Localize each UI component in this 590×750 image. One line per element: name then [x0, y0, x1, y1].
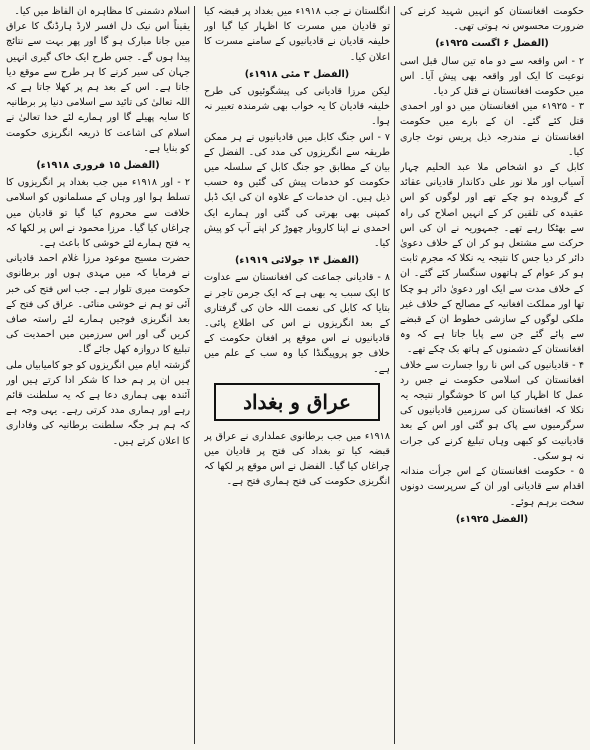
paragraph: ۸ - قادیانی جماعت کی افغانستان سے عداوت کا ایک سبب یہ بھی ہے کہ ایک جرمن تاجر نے بتایا کہ کابل کی نعمت اللہ خان کی گرفتاری کے بعد انگریزوں نے اس کی اطلاع پائی۔ قادیانیوں نے اس موقع پر افغان حکومت کے خلاف جو پروپیگنڈا کیا وہ سب کے علم میں ہے۔	[204, 272, 390, 375]
paragraph: کابل کے دو اشخاص ملا عبد الحلیم چہار آسیاب اور ملا نور علی دکاندار قادیانی عقائد کے گرویدہ ہو چکے تھے اور لوگوں کو اس عقیدہ کی تلقین کر کے انہیں اصلاح کی راہ سے بھٹکا رہے تھے۔ جمہوریہ نے ان کی اس حرکت سے مشتعل ہو کر ان کے خلاف دعویٰ دائر کر دیا جس کا نتیجہ یہ نکلا کہ مجرم ثابت ہو کر عوام کے ہاتھوں سنگسار کئے گئے۔ ان کے خلاف مدت سے ایک اور دعویٰ دائر ہو چکا تھا اور مملکت افغانیہ کے مصالح کے خلاف غیر ملکی لوگوں کے سازشی خطوط ان کے قبضے سے پائے گئے جن سے پایا جاتا ہے کہ وہ افغانستان کے دشمنوں کے ہاتھ بک چکے تھے۔	[400, 162, 584, 356]
paragraph: ۳ - ۱۹۲۵ء میں افغانستان میں دو اور احمدی قتل کئے گئے۔ ان کے بارے میں حکومت افغانستان نے مندرجہ ذیل پریس نوٹ جاری کیا۔	[400, 101, 584, 158]
paragraph: گزشتہ ایام میں انگریزوں کو جو کامیابیاں ملی ہیں ان پر ہم خدا کا شکر ادا کرتے ہیں اور آئندہ بھی ہماری دعا ہے کہ یہ سلطنت قائم رہے اور ہماری مدد کرتی رہے۔ یہی وجہ ہے کہ ہم ہر جگہ سلطنت برطانیہ کی وفاداری کا اعلان کرتے ہیں۔	[6, 359, 190, 447]
paragraph: یقیناً اس نیک دل افسر لارڈ ہارڈنگ کا عراق میں جانا مبارک ہو گا اور پھر بہت سے نتائج پیدا ہوں گے۔ جس طرح ایک خاک گیری انہیں جہان کی سیر کرنے کا ہر طرح سے موقع دیا جاتا ہے۔ اس کے بعد ہم پر کھلا جاتا ہے کہ اللہ تعالیٰ کی تائید سے اسلامی دنیا پر برطانیہ کا سایہ پھیلے گا اور ہمارے لئے خدا تعالیٰ نے اسلام کی اشاعت کا ذریعہ انگریزی حکومت کو بنایا ہے۔	[6, 21, 190, 154]
text-column-left	[6, 4, 190, 746]
paragraph: ۲ - اس واقعہ سے دو ماہ تین سال قبل اسی نوعیت کا ایک اور واقعہ بھی پیش آیا۔ اس میں حکومت افغانستان نے قتل کر دیا۔	[400, 55, 584, 98]
source-citation: (الفضل ۱۹۲۵ء)	[455, 513, 529, 525]
paragraph: ۲ - اور ۱۹۱۸ء میں جب بغداد پر انگریزوں کا تسلط ہوا اور وہاں کے مسلمانوں کو اسلامی خلافت سے محروم کیا گیا تو قادیان میں چراغاں کیا گیا۔ مرزا محمود نے اس پر لکھا کہ یہ فتح ہمارے لئے خوشی کا باعث ہے۔	[6, 177, 190, 250]
section-headline-box	[214, 383, 380, 421]
paragraph: لیکن مرزا قادیانی کی پیشگوئیوں کی طرح خلیفہ قادیان کا یہ خواب بھی شرمندہ تعبیر نہ ہوا۔	[204, 86, 390, 128]
source-citation: (الفضل ۶ اگست ۱۹۲۵ء)	[435, 38, 549, 50]
text-column-middle	[204, 4, 390, 746]
paragraph: ۱۹۱۸ء میں جب برطانوی عملداری نے عراق پر قبضہ کیا تو بغداد کی فتح پر قادیان میں چراغاں کیا گیا۔ الفضل نے اس موقع پر لکھا کہ انگریزی حکومت کی فتح ہماری فتح ہے۔	[204, 430, 390, 488]
paragraph: ۵ - حکومت افغانستان کے اس جرأت مندانہ اقدام سے قادیانی اور ان کے سرپرست دونوں سخت برہم ہوئے۔	[400, 466, 584, 508]
section-headline: عراق و بغداد	[243, 389, 351, 414]
paragraph: انگلستان نے جب ۱۹۱۸ء میں بغداد پر قبضہ کیا تو قادیان میں مسرت کا اظہار کیا گیا اور خلیفہ قادیان نے قادیانیوں کے سامنے مسرت کا اعلان کیا۔	[204, 6, 390, 63]
source-citation: (الفضل ۳ مئی ۱۹۱۸ء)	[244, 68, 350, 80]
column-divider	[194, 6, 195, 744]
paragraph: ۷ - اس جنگ کابل میں قادیانیوں نے ہر ممکن طریقہ سے انگریزوں کی مدد کی۔ الفضل کے بیان کے مطابق جو جنگ کابل کے سلسلہ میں حکومت کو خدمات پیش کی گئیں وہ حسب ذیل ہیں۔ ان خدمات کے علاوہ ان کی ایک ڈبل کمپنی بھی بھرتی کی گئی اور ہمارے ایک احمدی نے اپنا کاروبار چھوڑ کر اپنے آپ کو پیش کیا۔	[204, 131, 390, 250]
paragraph: حضرت مسیح موعود مرزا غلام احمد قادیانی نے فرمایا کہ میں مہدی ہوں اور برطانوی حکومت میری تلوار ہے۔ جب اس فتح کی خبر آئی تو ہم نے خوشی منائی۔ عراق کی فتح کے بعد انگریزی فوجیں ہمارے لئے راستہ صاف کریں گی اور اس سرزمین میں احمدیت کی تبلیغ کا دروازہ کھل جائے گا۔	[6, 253, 190, 356]
paragraph: اسلام دشمنی کا مظاہرہ ان الفاظ میں کیا۔	[14, 6, 190, 17]
source-citation: (الفضل ۱۴ جولائی ۱۹۱۹ء)	[234, 255, 360, 267]
text-column-right	[400, 4, 584, 746]
source-citation: (الفضل ۱۵ فروری ۱۹۱۸ء)	[36, 160, 160, 172]
column-divider	[394, 6, 395, 744]
paragraph: ۴ - قادیانیوں کی اس نا روا جسارت سے خلاف افغانستان کی اسلامی حکومت نے جس رد عمل کا اظہار کیا اس کا خوشگوار نتیجہ یہ نکلا کہ افغانستان کی سرزمین قادیانیوں کی سرگرمیوں سے پاک ہو گئی اور اس کے بعد قادیانیت کو کبھی وہاں تبلیغ کرنے کی جرات نہ ہو سکی۔	[400, 359, 584, 462]
paragraph: حکومت افغانستان کو انہیں شہید کرنے کی ضرورت محسوس نہ ہوتی تھی۔	[400, 6, 584, 33]
